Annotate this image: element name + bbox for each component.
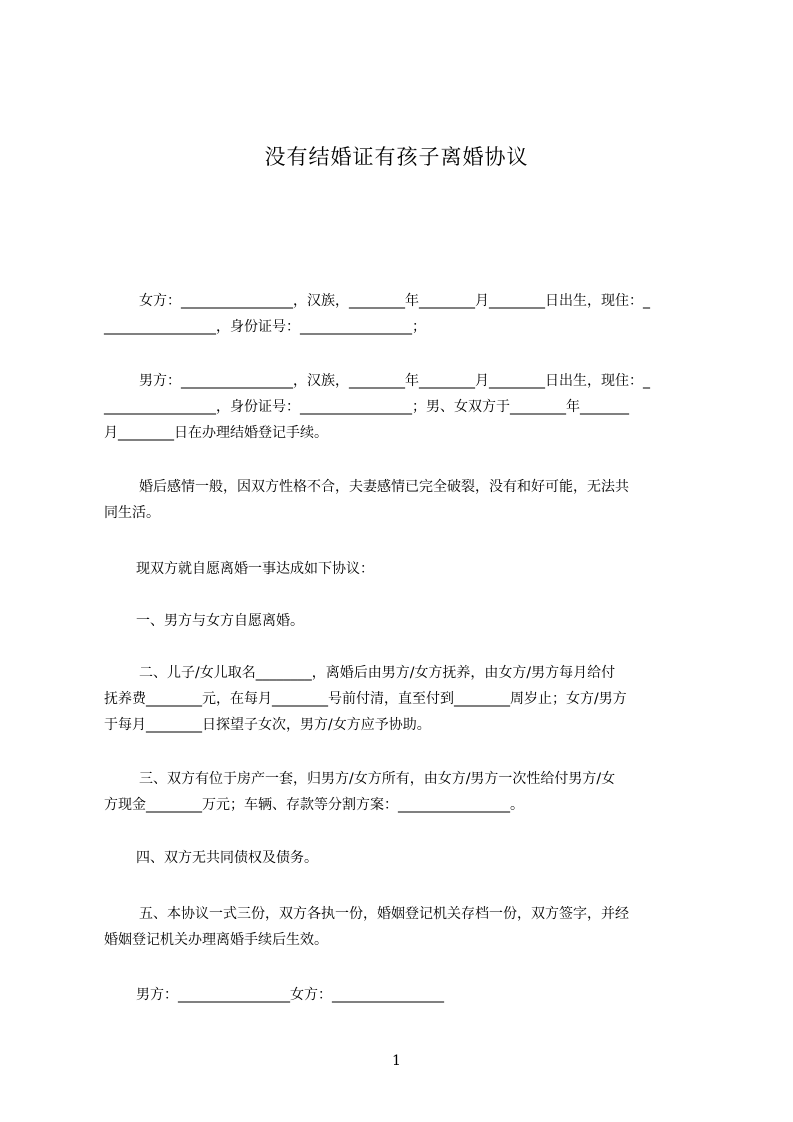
clause-1	[104, 608, 704, 634]
male-info-line-2: ________________，身份证号：________________；男、女双方于________年_______	[104, 399, 629, 415]
clause-4-text: 四、双方无共同债权及债务。	[136, 850, 318, 866]
clause-5-line-2: 婚姻登记机关办理离婚手续后生效。	[104, 932, 328, 948]
agreement-intro-text: 现双方就自愿离婚一事达成如下协议：	[136, 561, 374, 577]
clause-2-line-2: 抚养费________元，在每月________号前付清，直至付到________周岁止；女方/男方	[104, 691, 627, 707]
agreement-intro	[104, 556, 704, 582]
male-info-line-3: 月________日在办理结婚登记手续。	[104, 425, 328, 441]
signature-line: 男方：________________女方：________________	[136, 987, 444, 1003]
female-info-line-2: ________________，身份证号：________________；	[104, 319, 426, 335]
female-info-paragraph	[104, 288, 704, 340]
clause-1-text: 一、男方与女方自愿离婚。	[136, 613, 304, 629]
clause-3-line-1: 三、双方有位于房产一套，归男方/女方所有，由女方/男方一次性给付男方/女	[139, 771, 616, 787]
clause-3-line-2: 方现金________万元；车辆、存款等分割方案：________________。	[104, 797, 524, 813]
page-number: 1	[392, 1053, 401, 1069]
clause-3	[104, 766, 704, 818]
female-info-line-1: 女方：________________，汉族，________年________月________日出生，现住：_	[139, 293, 650, 309]
clause-5	[104, 901, 704, 953]
signature-section	[104, 982, 704, 1008]
male-info-line-1: 男方：________________，汉族，________年________月________日出生，现住：_	[139, 373, 650, 389]
relationship-line-2: 同生活。	[104, 505, 160, 521]
clause-2	[104, 660, 704, 738]
clause-2-line-1: 二、儿子/女儿取名________，离婚后由男方/女方抚养，由女方/男方每月给付	[139, 665, 616, 681]
clause-5-line-1: 五、本协议一式三份，双方各执一份，婚姻登记机关存档一份，双方签字，并经	[139, 906, 629, 922]
relationship-paragraph	[104, 474, 704, 526]
clause-2-line-3: 于每月________日探望子女次，男方/女方应予协助。	[104, 717, 431, 733]
clause-4	[104, 845, 704, 871]
document-title: 没有结婚证有孩子离婚协议	[264, 145, 529, 169]
male-info-paragraph	[104, 368, 704, 446]
relationship-line-1: 婚后感情一般，因双方性格不合，夫妻感情已完全破裂，没有和好可能，无法共	[139, 479, 629, 495]
